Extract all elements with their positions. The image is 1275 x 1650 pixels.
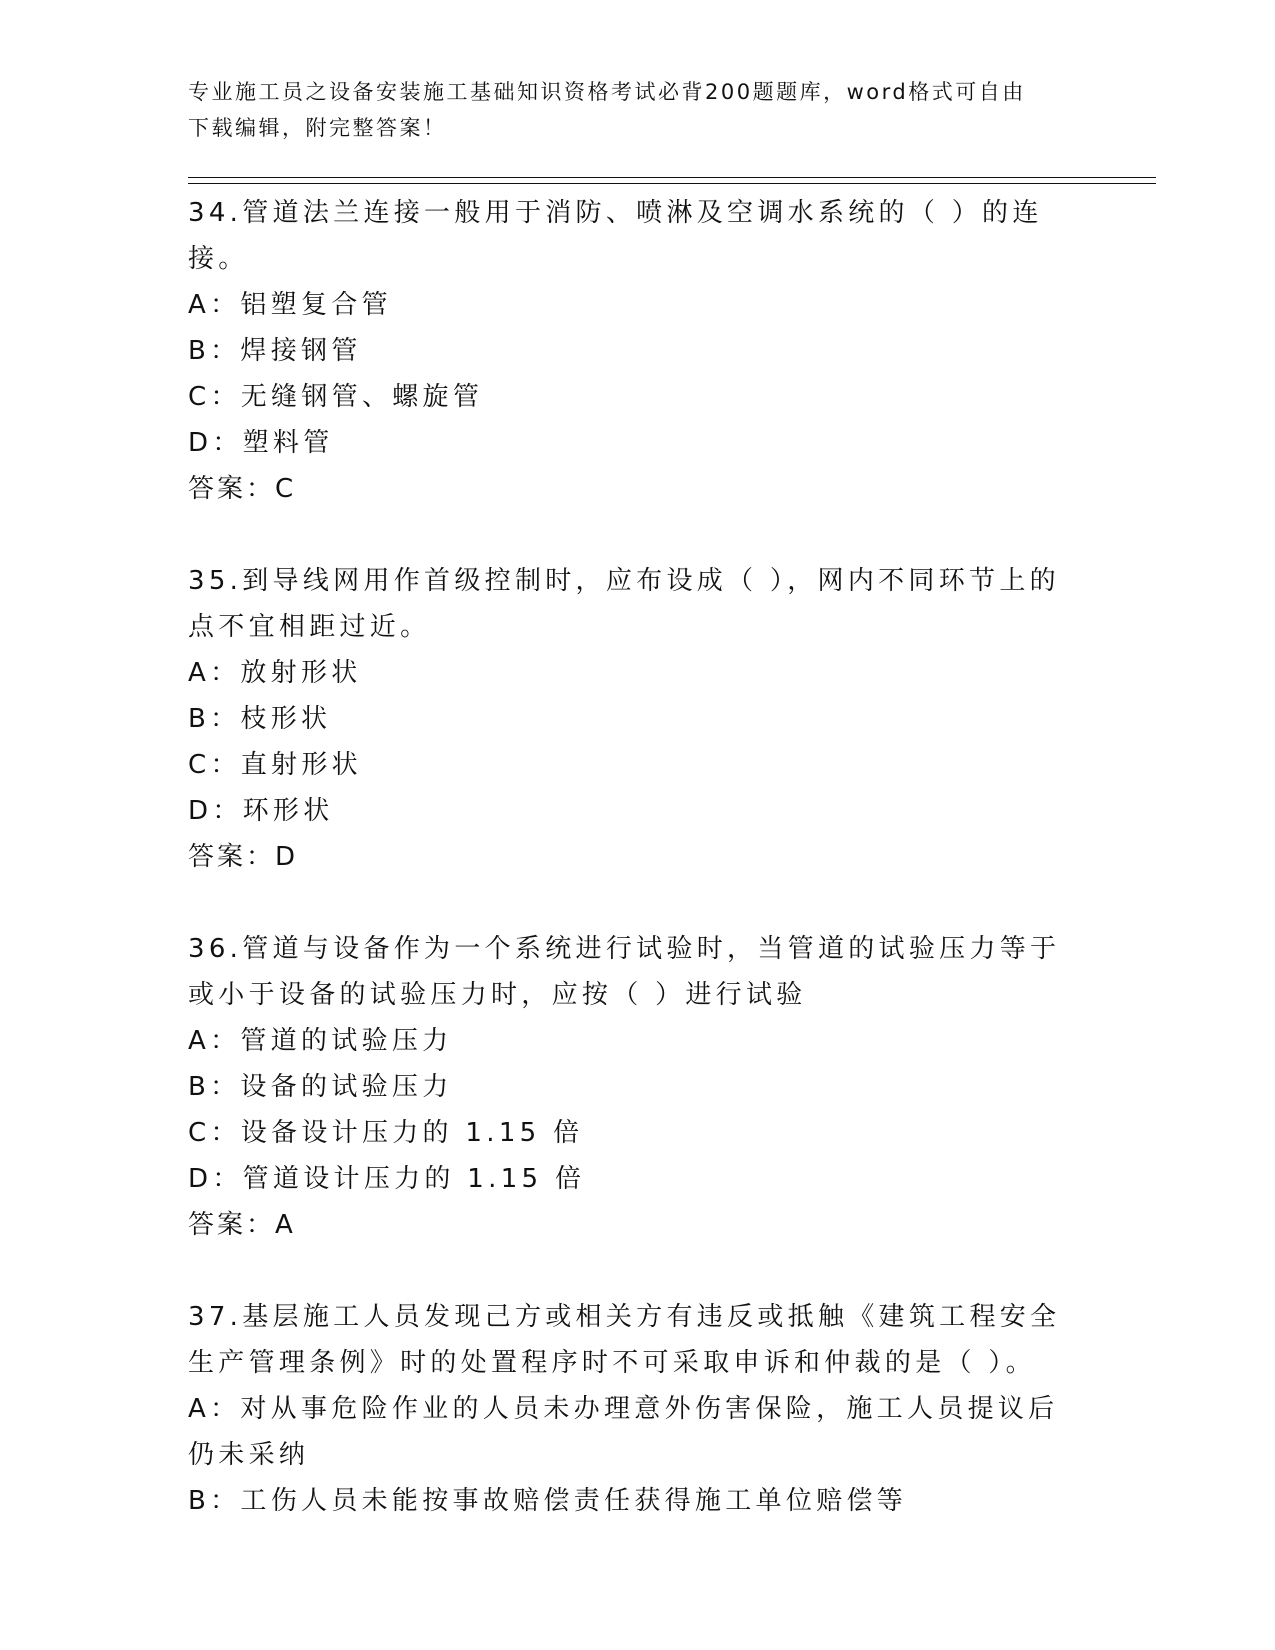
question-34 bbox=[188, 190, 1088, 512]
answer-line bbox=[188, 1202, 1088, 1248]
option-c: C：直射形状 bbox=[188, 750, 362, 780]
answer-line bbox=[188, 834, 1088, 880]
question-list bbox=[188, 190, 1088, 1570]
header-divider-top bbox=[188, 177, 1156, 178]
header-line-1: 专业施工员之设备安装施工基础知识资格考试必背200题题库，word格式可自由 bbox=[188, 80, 1026, 104]
answer-label: 答案： bbox=[188, 1210, 276, 1240]
option-b: B：枝形状 bbox=[188, 704, 332, 734]
option-c: C：无缝钢管、螺旋管 bbox=[188, 382, 484, 412]
answer-label: 答案： bbox=[188, 842, 276, 872]
option-a: A：对从事危险作业的人员未办理意外伤害保险，施工人员提议后仍未采纳 bbox=[188, 1394, 1059, 1470]
question-36 bbox=[188, 926, 1088, 1248]
answer-value: C bbox=[275, 474, 295, 504]
question-stem: 37.基层施工人员发现己方或相关方有违反或抵触《建筑工程安全生产管理条例》时的处置程序时不可采取申诉和仲裁的是（ ）。 bbox=[188, 1302, 1061, 1378]
option-b: B：工伤人员未能按事故赔偿责任获得施工单位赔偿等 bbox=[188, 1486, 908, 1516]
option-d: D：管道设计压力的 1.15 倍 bbox=[188, 1164, 586, 1194]
option-a: A：放射形状 bbox=[188, 658, 362, 688]
option-d: D：环形状 bbox=[188, 796, 334, 826]
option-c: C：设备设计压力的 1.15 倍 bbox=[188, 1118, 584, 1148]
option-b: B：设备的试验压力 bbox=[188, 1072, 453, 1102]
question-stem: 35.到导线网用作首级控制时，应布设成（ ），网内不同环节上的点不宜相距过近。 bbox=[188, 566, 1060, 642]
header-line-2: 下载编辑，附完整答案！ bbox=[188, 116, 447, 140]
question-35 bbox=[188, 558, 1088, 880]
answer-label: 答案： bbox=[188, 474, 276, 504]
document-header bbox=[188, 74, 1068, 146]
question-stem: 34.管道法兰连接一般用于消防、喷淋及空调水系统的（ ）的连接。 bbox=[188, 198, 1043, 274]
question-stem: 36.管道与设备作为一个系统进行试验时，当管道的试验压力等于或小于设备的试验压力时，应按（ ）进行试验 bbox=[188, 934, 1061, 1010]
option-a: A：铝塑复合管 bbox=[188, 290, 392, 320]
header-divider-bottom bbox=[188, 183, 1156, 184]
option-d: D：塑料管 bbox=[188, 428, 334, 458]
option-b: B：焊接钢管 bbox=[188, 336, 362, 366]
answer-value: A bbox=[275, 1210, 294, 1240]
question-37 bbox=[188, 1294, 1088, 1524]
answer-value: D bbox=[275, 842, 297, 872]
option-a: A：管道的试验压力 bbox=[188, 1026, 453, 1056]
answer-line bbox=[188, 466, 1088, 512]
